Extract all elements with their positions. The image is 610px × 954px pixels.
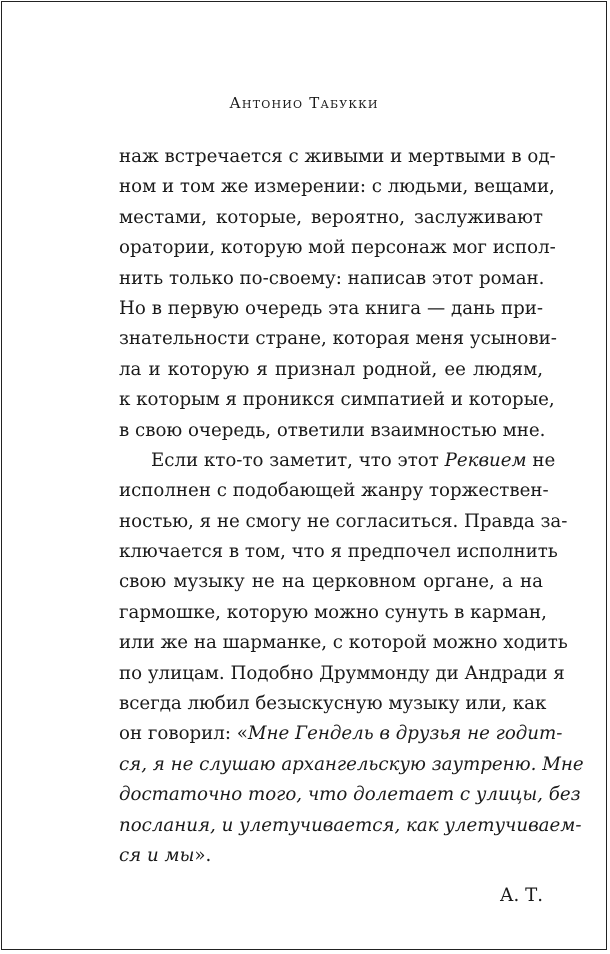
text-line xyxy=(119,811,582,841)
text-line: ключается в том, что я предпочел исполнить xyxy=(119,541,558,563)
text-line: ностью, я не смогу не согласиться. Правда за- xyxy=(119,510,568,532)
signature: А. Т. xyxy=(499,885,543,907)
italic-quote: Мне Гендель в друзья не годит- xyxy=(247,723,563,745)
text-span: ». xyxy=(194,844,212,866)
text-line: в свою очередь, ответили взаимностью мне. xyxy=(119,419,546,441)
text-line: исполнен с подобающей жанру торжествен- xyxy=(119,480,549,502)
italic-quote: ся и мы xyxy=(119,844,195,866)
text-line: ном и том же измерении: с людьми, вещами, xyxy=(119,176,555,198)
text-line: оратории, которую мой персонаж мог испол- xyxy=(119,237,556,259)
text-line: Но в первую очередь эта книга — дань при- xyxy=(119,297,543,319)
running-head: Антонио Табукки xyxy=(229,94,379,112)
text-line xyxy=(119,719,563,749)
text-line xyxy=(119,750,584,780)
text-span: не xyxy=(526,449,556,471)
text-line: знательности стране, которая меня усынови- xyxy=(119,328,557,350)
text-line: к которым я проникся симпатией и которые, xyxy=(119,389,555,411)
text-line xyxy=(119,780,581,810)
text-line: наж встречается с живыми и мертвыми в од- xyxy=(119,146,556,167)
text-line: гармошке, которую можно сунуть в карман, xyxy=(119,601,547,623)
body-text xyxy=(119,142,584,912)
italic-title: Реквием xyxy=(444,449,527,471)
italic-quote: послания, и улетучивается, как улетучиваем- xyxy=(119,814,582,836)
text-span: Если кто-то заметит, что этот xyxy=(151,449,445,471)
text-line xyxy=(119,446,556,476)
text-line xyxy=(119,841,543,871)
text-line: ла и которую я признал родной, ее людям, xyxy=(119,358,543,380)
text-span: он говорил: « xyxy=(119,723,248,745)
book-page xyxy=(1,1,607,950)
text-line: всегда любил безыскусную музыку или, как xyxy=(119,693,547,715)
text-line: нить только по-своему: написав этот роман. xyxy=(119,267,545,289)
text-line: свою музыку не на церковном органе, а на xyxy=(119,571,543,593)
paragraph-2 xyxy=(119,446,584,871)
paragraph-1 xyxy=(119,142,557,446)
italic-quote: достаточно того, что долетает с улицы, без xyxy=(119,784,581,806)
text-line: или же на шарманке, с которой можно ходить xyxy=(119,632,568,654)
text-line: местами, которые, вероятно, заслуживают xyxy=(119,206,543,228)
text-line: по улицам. Подобно Друммонду ди Андради я xyxy=(119,662,565,684)
italic-quote: ся, я не слушаю архангельскую заутреню. Мне xyxy=(119,753,584,775)
